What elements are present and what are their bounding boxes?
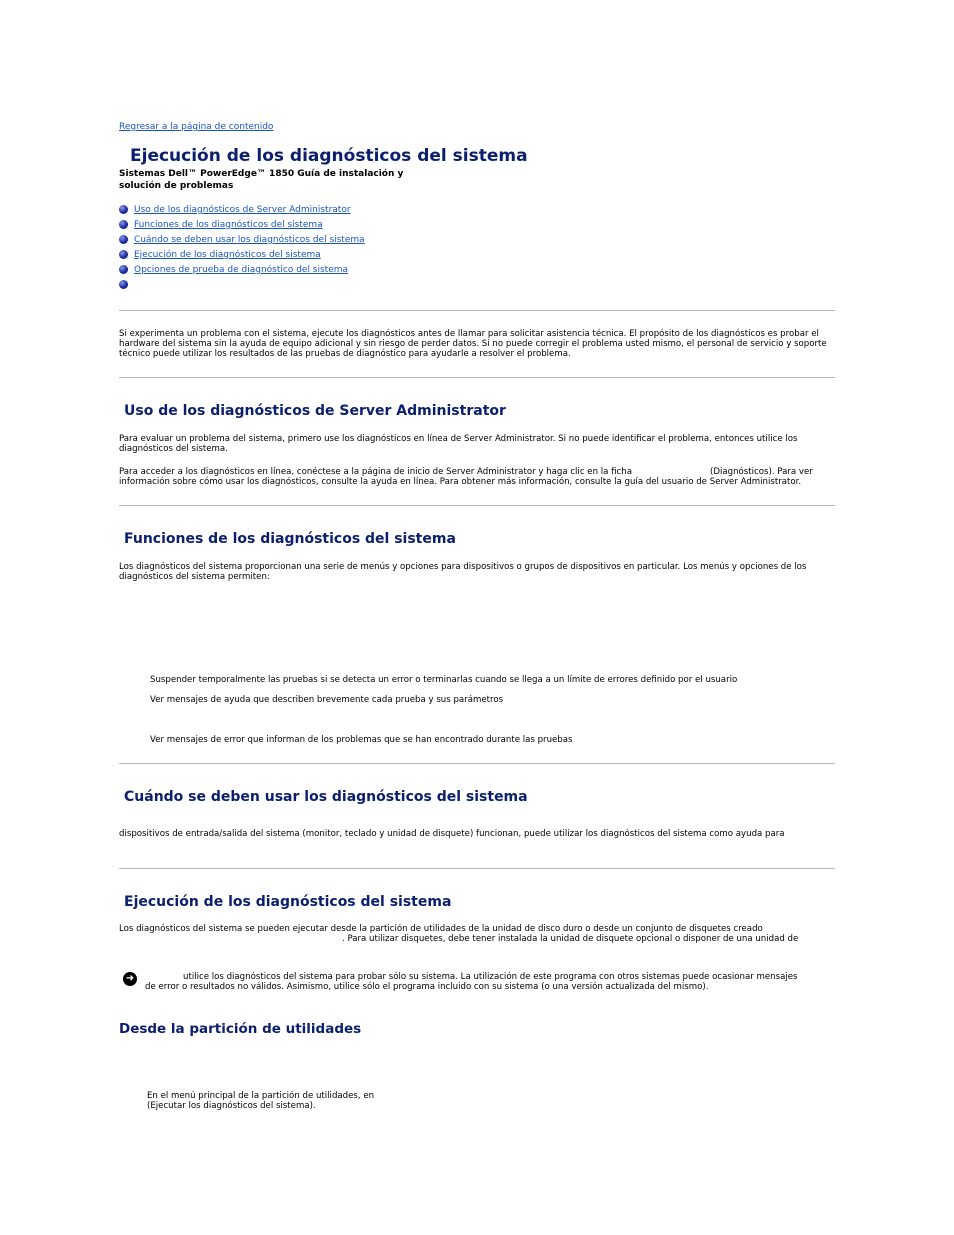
function-list-item: Suspender temporalmente las pruebas si se detecta un error o terminarlas cuando se llega a un límite de errores definido por el usuario bbox=[150, 675, 738, 685]
page-title: Ejecución de los diagnósticos del sistema bbox=[130, 146, 528, 166]
section-heading-when-to-use: Cuándo se deben usar los diagnósticos del sistema bbox=[124, 789, 528, 805]
section1-paragraph1: Para evaluar un problema del sistema, primero use los diagnósticos en línea de Server Administrator. Si no puede identificar el problema, entonces utilice los diagnósticos del sistema. bbox=[119, 434, 798, 454]
intro-paragraph: Si experimenta un problema con el sistema, ejecute los diagnósticos antes de llamar para solicitar asistencia técnica. El propósito de los diagnósticos es probar el hardware del sistema sin la ayuda de equipo adicional y sin riesgo de perder datos. Si no puede corregir el problema usted mismo, el personal de servicio y soporte técnico puede utilizar los resultados de las pruebas de diagnóstico para ayudarle a resolver el problema. bbox=[119, 329, 827, 359]
section-heading-utility-partition: Desde la partición de utilidades bbox=[119, 1021, 362, 1037]
divider bbox=[119, 505, 835, 506]
function-list-item: Ver mensajes de ayuda que describen brevemente cada prueba y sus parámetros bbox=[150, 695, 504, 705]
utility-step-line2: (Ejecutar los diagnósticos del sistema). bbox=[147, 1101, 316, 1111]
toc-link-blank[interactable] bbox=[134, 279, 339, 289]
divider bbox=[119, 763, 835, 764]
section2-paragraph1: Los diagnósticos del sistema proporcionan una serie de menús y opciones para dispositivos o grupos de dispositivos en particular. Los menús y opciones de los diagnósticos del sistema permiten: bbox=[119, 562, 807, 582]
section-heading-server-administrator: Uso de los diagnósticos de Server Administrator bbox=[124, 403, 506, 419]
bullet-icon bbox=[119, 250, 128, 259]
function-list-item: Ver mensajes de error que informan de los problemas que se han encontrado durante las pruebas bbox=[150, 735, 573, 745]
section1-paragraph2-line2: información sobre cómo usar los diagnósticos, consulte la ayuda en línea. Para obtener más información, consulte la guía del usuario de Server Administrator. bbox=[119, 477, 802, 487]
toc-link-when-to-use[interactable]: Cuándo se deben usar los diagnósticos del sistema bbox=[134, 235, 365, 245]
bullet-icon bbox=[119, 280, 128, 289]
section4-paragraph1-line2: . Para utilizar disquetes, debe tener instalada la unidad de disquete opcional o disponer de una unidad de bbox=[342, 934, 799, 944]
section1-paragraph2-start: Para acceder a los diagnósticos en línea, conéctese a la página de inicio de Server Administrator y haga clic en la ficha bbox=[119, 467, 632, 477]
bullet-icon bbox=[119, 205, 128, 214]
toc-link-functions[interactable]: Funciones de los diagnósticos del sistema bbox=[134, 220, 323, 230]
back-to-contents-link[interactable]: Regresar a la página de contenido bbox=[119, 122, 274, 132]
toc-link-test-options[interactable]: Opciones de prueba de diagnóstico del sistema bbox=[134, 265, 349, 275]
section4-paragraph1-line1: Los diagnósticos del sistema se pueden ejecutar desde la partición de utilidades de la unidad de disco duro o desde un conjunto de disquetes creado bbox=[119, 924, 763, 934]
bullet-icon bbox=[119, 220, 128, 229]
section-heading-running: Ejecución de los diagnósticos del sistema bbox=[124, 894, 452, 910]
page-subtitle-line2: solución de problemas bbox=[119, 181, 234, 191]
section1-paragraph2-end: (Diagnósticos). Para ver bbox=[710, 467, 813, 477]
divider bbox=[119, 377, 835, 378]
section-heading-functions: Funciones de los diagnósticos del sistema bbox=[124, 531, 456, 547]
arrow-right-circle-icon: ➜ bbox=[123, 972, 137, 986]
page-subtitle-line1: Sistemas Dell™ PowerEdge™ 1850 Guía de instalación y bbox=[119, 169, 404, 179]
toc-link-running[interactable]: Ejecución de los diagnósticos del sistema bbox=[134, 250, 321, 260]
bullet-icon bbox=[119, 235, 128, 244]
utility-step-line1: En el menú principal de la partición de utilidades, en bbox=[147, 1091, 375, 1101]
section3-paragraph1: dispositivos de entrada/salida del sistema (monitor, teclado y unidad de disquete) funcionan, puede utilizar los diagnósticos del sistema como ayuda para bbox=[119, 829, 785, 839]
toc-link-server-administrator[interactable]: Uso de los diagnósticos de Server Administrator bbox=[134, 205, 351, 215]
divider bbox=[119, 310, 835, 311]
bullet-icon bbox=[119, 265, 128, 274]
divider bbox=[119, 868, 835, 869]
notice-line2: de error o resultados no válidos. Asimismo, utilice sólo el programa incluido con su sistema (o una versión actualizada del mismo). bbox=[145, 982, 709, 992]
notice-line1: utilice los diagnósticos del sistema para probar sólo su sistema. La utilización de este programa con otros sistemas puede ocasionar mensajes bbox=[183, 972, 798, 982]
